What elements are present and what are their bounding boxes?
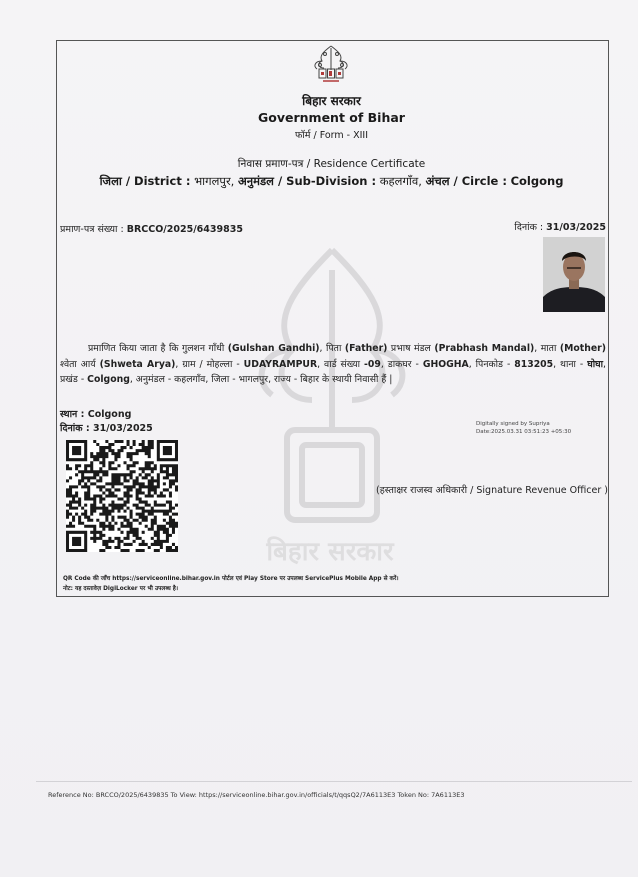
circle-label: अंचल / Circle : (425, 174, 507, 188)
district-label: जिला / District : (99, 174, 191, 188)
place-label: स्थान : (60, 409, 85, 420)
body-text-2: , पिता (319, 343, 345, 354)
father-name: (Prabhash Mandal) (434, 343, 535, 354)
body-text-6: , ग्राम / मोहल्ला - (175, 358, 244, 370)
qr-code (66, 440, 178, 552)
thana: घोघा (587, 358, 604, 370)
village: UDAYRAMPUR (243, 358, 318, 370)
place-date-block (60, 408, 153, 436)
certificate-title: निवास प्रमाण-पत्र / Residence Certificate (237, 158, 426, 170)
digital-signature (476, 420, 571, 436)
mother-label: (Mother) (559, 343, 606, 354)
body-text-8: , डाकघर - (380, 358, 423, 370)
certificate-number-label: प्रमाण-पत्र संख्या : (60, 224, 124, 235)
body-text-12: , अनुमंडल - कहलगाँव, जिला - भागलपुर, राज्य - बिहार के स्थायी निवासी हैं | (129, 374, 393, 385)
place-value: Colgong (87, 409, 132, 420)
issue-date-value: 31/03/2025 (92, 423, 153, 434)
signature-label: (हस्ताक्षर राजस्व अधिकारी / Signature Revenue Officer ) (376, 485, 608, 496)
qr-verification-note: QR Code की जाँच https://serviceonline.bihar.gov.in पोर्टल एवं Play Store पर उपलब्ध ServicePlus Mobile App से करें। (63, 576, 399, 582)
location-line (56, 174, 607, 189)
ward: -09 (364, 358, 381, 370)
body-text-5: श्वेता आर्य (60, 358, 100, 370)
certificate-number-value: BRCCO/2025/6439835 (126, 224, 243, 235)
mother-name: (Shweta Arya) (99, 358, 176, 370)
digital-signature-signer: Digitally signed by Supriya (476, 421, 550, 427)
subdivision-value: कहलगाँव, (379, 174, 422, 188)
certificate-number (60, 222, 243, 235)
certificate-date-label: दिनांक : (514, 222, 544, 233)
form-number: फॉर्म / Form - XIII (294, 130, 369, 141)
digilocker-note: नोट: यह दस्तावेज़ DigiLocker पर भी उपलब्ध है। (63, 586, 179, 592)
certificate-date-value: 31/03/2025 (546, 222, 606, 233)
applicant-photo (543, 237, 605, 312)
block: Colgong (87, 374, 130, 385)
body-text-3: प्रभाष मंडल (387, 343, 435, 354)
applicant-name: (Gulshan Gandhi) (227, 343, 320, 354)
certificate-date (514, 220, 606, 233)
post-office: GHOGHA (422, 358, 469, 370)
body-text-9: , पिनकोड - (468, 358, 515, 370)
issue-date-label: दिनांक : (60, 423, 90, 434)
body-text-10: , थाना - (553, 358, 588, 370)
footer-divider (36, 781, 632, 782)
subdivision-label: अनुमंडल / Sub-Division : (237, 174, 377, 188)
district-value: भागलपुर, (194, 174, 235, 188)
body-text-1: प्रमाणित किया जाता है कि गुलशन गाँधी (88, 343, 228, 354)
body-text-11: , प्रखंड - (60, 358, 607, 385)
digital-signature-date: Date:2025.03.31 03:51:23 +05:30 (476, 429, 572, 435)
place-line (60, 408, 153, 422)
watermark-text: बिहार सरकार (266, 537, 394, 567)
state-name-english: Government of Bihar (258, 110, 405, 125)
issue-date-line (60, 422, 153, 436)
circle-value: Colgong (510, 174, 564, 188)
state-name-hindi: बिहार सरकार (302, 94, 361, 108)
certificate-body (60, 341, 606, 388)
bihar-emblem-icon (305, 44, 357, 84)
pincode: 813205 (514, 358, 554, 370)
body-text-4: , माता (534, 343, 560, 354)
body-text-7: , वार्ड संख्या (317, 358, 365, 370)
reference-line: Reference No: BRCCO/2025/6439835 To View: https://serviceonline.bihar.gov.in/officials/t/qqsQ2/7A6113E3 Token No: 7A6113E3 (48, 791, 465, 799)
father-label: (Father) (344, 343, 388, 354)
